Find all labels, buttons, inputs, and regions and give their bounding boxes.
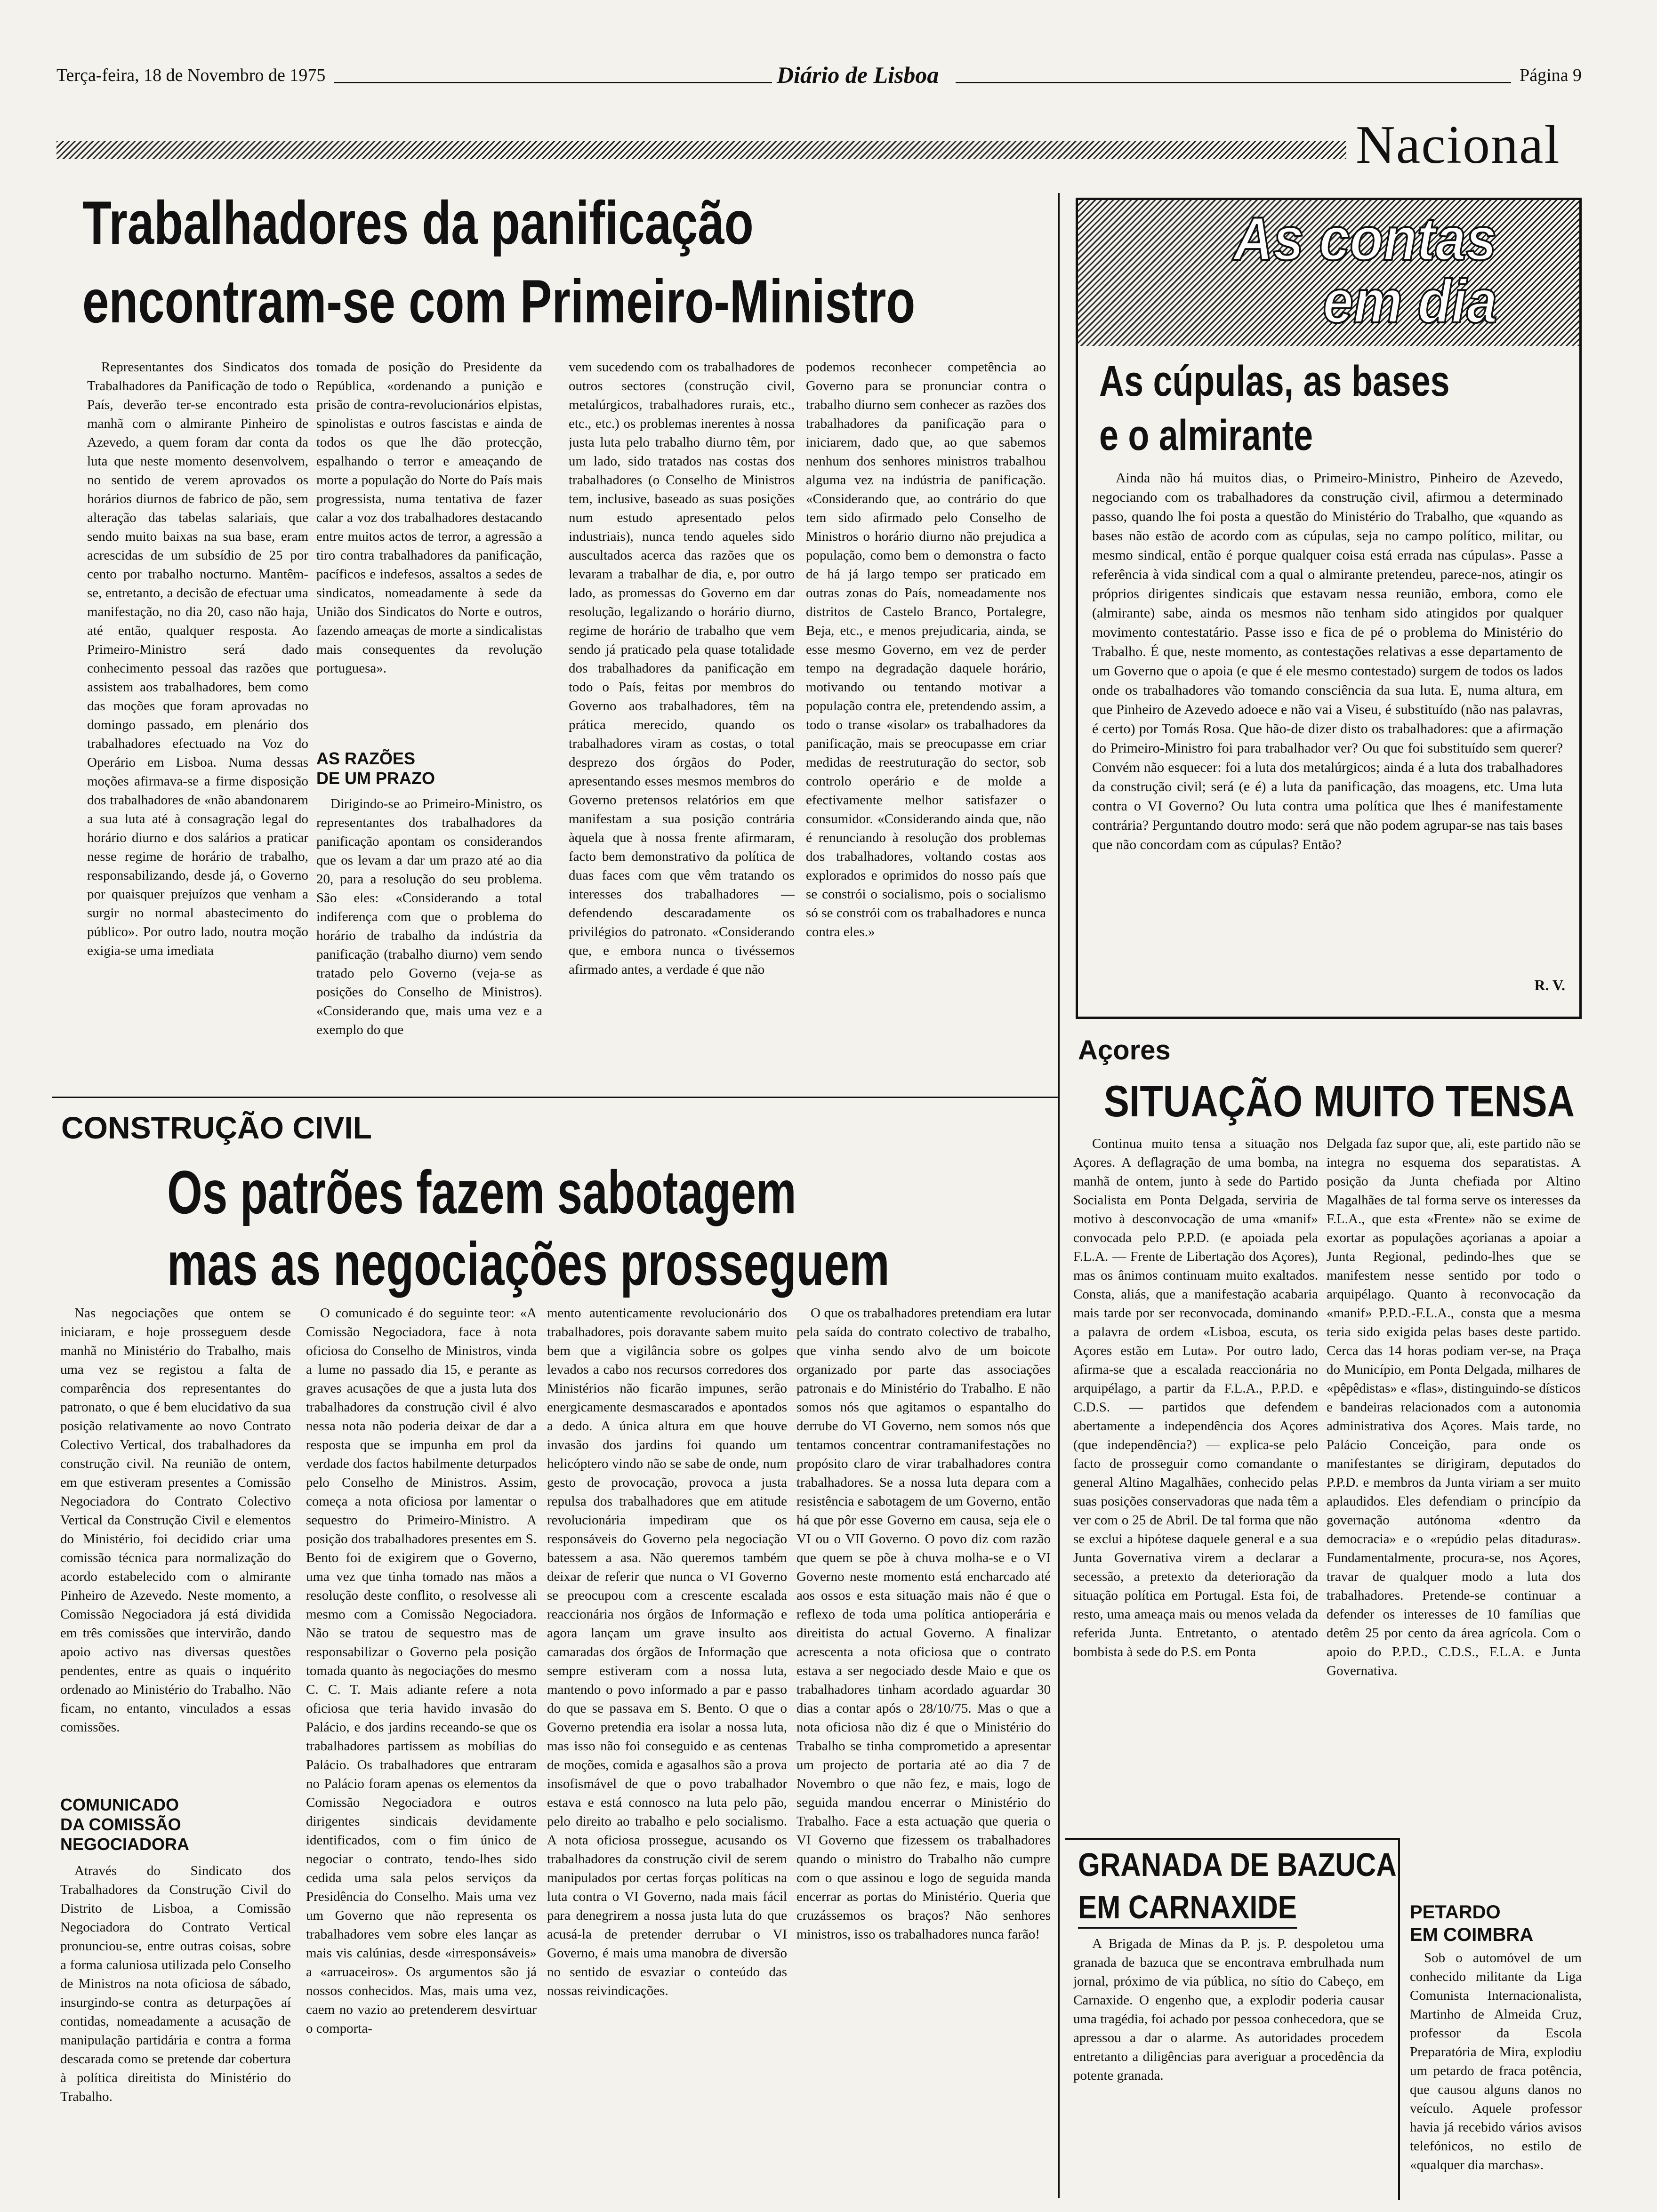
article2-subhead-line3: NEGOCIADORA bbox=[60, 1835, 190, 1854]
editorial-banner-line1: As contas bbox=[1233, 204, 1497, 273]
article2-subhead-line1: COMUNICADO bbox=[60, 1795, 179, 1814]
editorial-box bbox=[1076, 198, 1582, 1019]
page-number: Página 9 bbox=[1520, 65, 1582, 85]
paper-name: Diário de Lisboa bbox=[777, 62, 939, 88]
petardo-headline-line2: EM COIMBRA bbox=[1410, 1924, 1534, 1945]
article1-column-2: tomada de posição do Presidente da República, «ordenando a punição e prisão de contra-revolucionários elpistas, spinolistas e outros fascistas e ainda de todos os que lhe dão protecção, espalhando o terror e ameaçando de morte a população do Norte do País mais progressista, numa tentativa de fazer calar a voz dos trabalhadores destacando entre muitos actos de terror, a agressão a tiro contra trabalhadores da panificação, pacíficos e indefesos, assaltos a sedes de sindicatos, nomeadamente à sede da União dos Sindicatos do Norte e outros, fazendo ameaças de morte a sindicalistas mais consequentes da revolução portuguesa». bbox=[316, 360, 542, 676]
granada-headline-line1: GRANADA DE BAZUCA bbox=[1078, 1846, 1397, 1883]
article1-column-2b: Dirigindo-se ao Primeiro-Ministro, os representantes dos trabalhadores da panificação apontam os considerandos que os levam a dar um prazo até ao dia 20, para a resolução do seu problema. São eles: «Considerando a total indiferença com que o problema do horário de trabalho da indústria da panificação (trabalho diurno) vem sendo tratado pelo Governo (veja-se as posições do Conselho de Ministros). «Considerando que, mais uma vez e a exemplo do que bbox=[316, 796, 542, 1037]
article2-headline-line1: Os patrões fazem sabotagem bbox=[167, 1158, 796, 1226]
editorial-banner-line2: em dia bbox=[1323, 267, 1497, 336]
article2-subhead-line2: DA COMISSÃO bbox=[60, 1815, 181, 1834]
article1-headline-line2: encontram-se com Primeiro-Ministro bbox=[82, 267, 916, 336]
editorial-headline-line2: e o almirante bbox=[1099, 411, 1313, 459]
petardo-headline-line1: PETARDO bbox=[1410, 1902, 1501, 1923]
article2-column-1b: Através do Sindicato dos Trabalhadores da Construção Civil do Distrito de Lisboa, a Comissão Negociadora do Contrato Vertical pronunciou-se, entre outras coisas, sobre a forma caluniosa utilizada pelo Conselho de Ministros na nota oficiosa de sábado, insurgindo-se contra as deturpações aí contidas, nomeadamente a acusação de manipulação partidária e contra a forma descarada como se pretende dar cobertura à política direitista do Ministério do Trabalho. bbox=[60, 1863, 291, 2104]
masthead-rule-right bbox=[956, 82, 1511, 83]
editorial-signature: R. V. bbox=[1534, 977, 1565, 994]
granada-headline-line2: EM CARNAXIDE bbox=[1078, 1887, 1297, 1929]
article1-column-1: Representantes dos Sindicatos dos Trabalhadores da Panificação de todo o País, deverão ter-se encontrado esta manhã com o almirante Pinheiro de Azevedo, a quem foram dar conta da luta que neste momento desenvolvem, no sentido de verem aprovados os horários diurnos de fabrico de pão, sem alteração das tabelas salariais, que sendo muito baixas na sua base, eram acrescidas de um subsídio de 25 por cento por trabalho nocturno. Mantêm-se, entretanto, a decisão de efectuar uma manifestação, no dia 20, caso não haja, até então, qualquer resposta. Ao Primeiro-Ministro será dado conhecimento pessoal das razões que assistem aos trabalhadores, bem como das moções que foram aprovadas no domingo passado, em plenário dos trabalhadores efectuado na Voz do Operário em Lisboa. Numa dessas moções afirmava-se a firme disposição dos trabalhadores de «não abandonarem a sua luta até à consagração legal do horário diurno e dos salários a praticar nesse regime de horário de trabalho, responsabilizando, desde já, o Governo por quaisquer prejuízos que venham a surgir no normal abastecimento do público». Por outro lado, noutra moção exigia-se uma imediata bbox=[87, 360, 308, 958]
acores-headline: SITUAÇÃO MUITO TENSA bbox=[1104, 1076, 1575, 1126]
masthead-rule-left bbox=[334, 82, 772, 83]
masthead bbox=[56, 61, 1582, 94]
section-hatch-bar bbox=[56, 141, 1346, 159]
article1-subhead-line1: AS RAZÕES bbox=[316, 749, 416, 768]
section-title: Nacional bbox=[1356, 115, 1560, 175]
article1-subhead-line2: DE UM PRAZO bbox=[316, 769, 435, 788]
editorial-body: Ainda não há muitos dias, o Primeiro-Ministro, Pinheiro de Azevedo, negociando com os trabalhadores da construção civil, afirmou a determinado passo, quando lhe foi posta a questão do Ministério do Trabalho, que «quando as bases não estão de acordo com as cúpulas, seja no campo político, militar, ou mesmo sindical, então é porque qualquer coisa está errada nas cúpulas». Passe a referência à vida sindical com a qual o almirante pretendeu, parece-nos, atingir os próprios dirigentes sindicais que estavam nessa reunião, embora, como ele (almirante) sabe, ainda os mesmos não tenham sido atingidos por qualquer movimento contestatário. Passe isso e fica de pé o problema do Ministério do Trabalho. É que, neste momento, as contestações relativas a esse departamento de um Governo que o apoia (e que é ele mesmo contestado) surgem de todos os lados onde os trabalhadores vão tomando consciência da sua luta. E, numa altura, em que Pinheiro de Azevedo adoece e não vai a Viseu, é substituído (não nas palavras, é certo) por Tomás Rosa. Que hão-de dizer disto os trabalhadores: que a afirmação do Primeiro-Ministro foi para trabalhador ver? Ou que foi substituído sem querer? Convém não esquecer: foi a luta dos metalúrgicos; ainda é a luta dos trabalhadores da construção civil; será (e é) a luta da panificação, das moagens, etc. Uma luta contra o VI Governo? Ou luta contra uma política que lhes é manifestamente contrária? Perguntando doutro modo: será que não podem agrupar-se nas tais bases que não concordam com as cúpulas? Então? bbox=[1092, 470, 1563, 852]
acores-column-1: Continua muito tensa a situação nos Açores. A deflagração de uma bomba, na manhã de ontem, junto à sede do Partido Socialista em Ponta Delgada, serviria de motivo à desconvocação de uma «manif» convocada pelo P.P.D. (e apoiada pela F.L.A. — Frente de Libertação dos Açores), mas os ânimos continuam muito exaltados. Consta, aliás, que a manifestação acabaria mais tarde por ser reconvocada, dominando a palavra de ordem «Lisboa, escuta, os Açores estão em Luta». Por outro lado, afirma-se que a escalada reaccionária no arquipélago, a partir da F.L.A., P.P.D. e C.D.S. — partidos que defendem abertamente a independência dos Açores (que independência?) — explica-se pelo facto de prosseguir como comandante o general Altino Magalhães, conhecido pelas suas posições conservadoras que nada têm a ver com o 25 de Abril. De tal forma que não se exclui a hipótese daquele general e a sua Junta Governativa virem a declarar a secessão, a pretexto da deterioração da situação política em Portugal. Esta foi, de resto, uma ameaça mais ou menos velada da referida Junta. Entretanto, o atentado bombista à sede do P.S. em Ponta bbox=[1073, 1136, 1318, 1659]
article2-column-4: O que os trabalhadores pretendiam era lutar pela saída do contrato colectivo de trabalho, que vinha sendo alvo de um boicote organizado por parte das associações patronais e do Ministério do Trabalho. E não somos nós que agitamos o espantalho do derrube do VI Governo, nem somos nós que tentamos concentrar contramanifestações no propósito claro de virar trabalhadores contra trabalhadores. Se a nossa luta depara com a resistência e sabotagem de um Governo, então há que pôr esse Governo em causa, seja ele o VI ou o VII Governo. O povo diz com razão que quem se põe à chuva molha-se e o VI Governo neste momento está encharcado até aos ossos e esta situação mais não é que o reflexo de toda uma política antioperária e direitista do actual Governo. A finalizar acrescenta a nota oficiosa que o contrato estava a ser negociado desde Maio e que os trabalhadores tinham acordado aguardar 30 dias a contar após o 28/10/75. Mas o que a nota oficiosa não diz é que o Ministério do Trabalho se tinha comprometido a apresentar um projecto de portaria até ao dia 7 de Novembro o que não fez, e mais, logo de seguida mandou encerrar o Ministério do Trabalho. Face a esta actuação que queria o VI Governo que fizessem os trabalhadores quando o ministro do Trabalho não cumpre com o que assinou e logo de seguida manda encerrar as portas do Ministério. Queria que cruzássemos os braços? Não senhores ministros, isso os trabalhadores nunca farão! bbox=[796, 1306, 1051, 1942]
article2-column-1: Nas negociações que ontem se iniciaram, e hoje prosseguem desde manhã no Ministério do Trabalho, mais uma vez se registou a falta de comparência dos representantes do patronato, o que é bem elucidativo da sua posição relativamente ao novo Contrato Colectivo Vertical, dos trabalhadores da construção civil. Na reunião de ontem, em que estiveram presentes a Comissão Negociadora do Contrato Colectivo Vertical da Construção Civil e elementos do Ministério, foi decidido criar uma comissão técnica para normalização do acordo estabelecido com o almirante Pinheiro de Azevedo. Neste momento, a Comissão Negociadora já está dividida em três comissões que intervirão, dando apoio activo nas diversas questões pendentes, entre as quais o inquérito ordenado ao Ministério do Trabalho. Não ficam, no entanto, vinculados a essas comissões. bbox=[60, 1306, 291, 1735]
granada-body: A Brigada de Minas da P. js. P. despoletou uma granada de bazuca que se encontrava embrulhada num jornal, próximo de via pública, no sítio do Cabeço, em Carnaxide. O engenho que, a explodir poderia causar uma tragédia, foi achado por pessoa conhecedora, que se apressou a dar o alarme. As autoridades procedem entretanto a diligências para averiguar a procedência da potente granada. bbox=[1073, 1936, 1384, 2083]
editorial-headline-line1: As cúpulas, as bases bbox=[1099, 357, 1450, 405]
petardo-body: Sob o automóvel de um conhecido militante da Liga Comunista Internacionalista, Martinho de Almeida Cruz, professor da Escola Preparatória de Mira, explodiu um petardo de fraca potência, que causou alguns danos no veículo. Aquele professor havia já recebido vários avisos telefónicos, no estilo de «qualquer dia marchas». bbox=[1410, 1950, 1582, 2172]
column-divider bbox=[1058, 193, 1060, 2198]
article2-kicker: CONSTRUÇÃO CIVIL bbox=[61, 1110, 372, 1145]
article2-column-3: mento autenticamente revolucionário dos trabalhadores, pois doravante sabem muito bem que a vigilância sobre os golpes levados a cabo nos recursos corredores dos Ministérios não ficarão impunes, serão energicamente desmascarados e apontados a dedo. A única altura em que houve invasão dos jardins foi quando um helicóptero vindo não se sabe de onde, num gesto de provocação, provoca a justa repulsa dos trabalhadores que em atitude revolucionária impediram que os responsáveis do Governo pela negociação batessem a asa. Não queremos também deixar de referir que nunca o VI Governo se preocupou com a crescente escalada reaccionária nos órgãos de Informação e agora lançam um grave insulto aos camaradas dos órgãos de Informação que sempre estiveram com a nossa luta, mantendo o povo informado a par e passo do que se passava em S. Bento. O que o Governo pretendia era isolar a nossa luta, mas isso não foi conseguido e as centenas de moções, comida e agasalhos são a prova insofismável de que o povo trabalhador estava e está connosco na luta pelo pão, pelo direito ao trabalho e pelo socialismo. A nota oficiosa prossegue, acusando os trabalhadores da construção civil de serem manipulados por certas forças políticas na luta contra o VI Governo, nada mais fácil para denegrirem a nossa justa luta do que acusá-la de pretender derrubar o VI Governo, é mais uma manobra de diversão no sentido de esvaziar o conteúdo das nossas reivindicações. bbox=[547, 1306, 787, 1998]
article2-column-2: O comunicado é do seguinte teor: «A Comissão Negociadora, face à nota oficiosa do Conselho de Ministros, vinda a lume no passado dia 15, e perante as graves acusações de que a justa luta dos trabalhadores da construção civil é alvo nessa nota não poderia deixar de dar a resposta que se impunha em prol da verdade dos factos habilmente deturpados pelo Conselho de Ministros. Assim, começa a nota oficiosa por lamentar o sequestro do Primeiro-Ministro. A posição dos trabalhadores presentes em S. Bento foi de exigirem que o Governo, uma vez que tinha tomado nas mãos a resolução deste conflito, o resolvesse ali mesmo com a Comissão Negociadora. Não se tratou de sequestro mas de responsabilizar o Governo pela posição tomada quanto às negociações do mesmo C. C. T. Mais adiante refere a nota oficiosa que teria havido invasão do Palácio, e dos jardins receando-se que os trabalhadores partissem as mobílias do Palácio. Os trabalhadores que entraram no Palácio foram apenas os elementos da Comissão Negociadora e outros dirigentes sindicais devidamente identificados, com o fim único de negociar o contrato, tendo-lhes sido cedida uma sala pelos serviços da Presidência do Conselho. Mais uma vez um Governo que não representa os trabalhadores vem sobre eles lançar as mais vis calúnias, desde «irresponsáveis» a «arruaceiros». Os argumentos são já nossos conhecidos. Mas, mais uma vez, caem no vazio ao pretenderem desvirtuar o comporta- bbox=[306, 1306, 537, 2036]
acores-column-2: Delgada faz supor que, ali, este partido não se integra no esquema dos separatistas. A posição da Junta chefiada por Altino Magalhães de tal forma serve os interesses da F.L.A., que esta «Frente» não se exime de exortar as populações açorianas a apoiar a Junta Regional, pedindo-lhes que se manifestem nesse sentido por todo o arquipélago. Quanto à reconvocação da «manif» P.P.D.-F.L.A., consta que a mesma teria sido exigida pelas bases deste partido. Cerca das 14 horas podiam ver-se, na Praça do Município, em Ponta Delgada, milhares de «pêpêdistas» e «flas», distinguindo-se dísticos e bandeiras relacionados com a autonomia administrativa dos Açores. Mais tarde, no Palácio Conceição, para onde os manifestantes se dirigiram, deputados do P.P.D. e membros da Junta viriam a ser muito aplaudidos. Eles defendiam o princípio da governação autónoma «dentro da democracia» e o «repúdio pelas ditaduras». Fundamentalmente, procura-se, nos Açores, travar de qualquer modo a luta dos trabalhadores. Pretende-se continuar a defender os interesses de 10 famílias que detêm 25 por cento da área agrícola. Com o apoio do P.P.D., C.D.S., F.L.A. e Junta Governativa. bbox=[1327, 1136, 1581, 1678]
article1-column-4: podemos reconhecer competência ao Governo para se pronunciar contra o trabalho diurno sem conhecer as razões dos trabalhadores da panificação para o iniciarem, dado que, ao que sabemos nenhum dos senhores ministros trabalhou alguma vez na indústria de panificação. «Considerando que, ao contrário do que tem sido afirmado pelo Conselho de Ministros o horário diurno não prejudica a população, como bem o demonstra o facto de há já largo tempo ser praticado em outras zonas do País, nomeadamente nos distritos de Castelo Branco, Portalegre, Beja, etc., e menos prejudicaria, ainda, se esse mesmo Governo, em vez de perder tempo na degradação daquele horário, motivando ou tentando motivar a população contra ele, pretendendo assim, a todo o transe «isolar» os trabalhadores da panificação, mais se preocupasse em criar medidas de reestruturação do sector, sob controlo operário e de molde a efectivamente melhor satisfazer o consumidor. «Considerando ainda que, não é renunciando à resolução dos problemas dos trabalhadores, voltando costas aos explorados e oprimidos do nosso país que se constrói o socialismo, pois o socialismo só se constrói com os trabalhadores e nunca contra eles.» bbox=[806, 360, 1046, 939]
article1-column-3: vem sucedendo com os trabalhadores de outros sectores (construção civil, metalúrgicos, trabalhadores rurais, etc., etc., etc.) os problemas inerentes à nossa justa luta pelo trabalho diurno têm, por um lado, sido tratados nas costas dos trabalhadores (o Conselho de Ministros tem, inclusive, baseado as suas posições num estudo apresentado pelos industriais), nunca tendo aqueles sido auscultados acerca das razões que os levaram a trabalhar de dia, e, por outro lado, as promessas do Governo em dar resolução, legalizando o horário diurno, regime de horário de trabalho que vem sendo já praticado pela quase totalidade dos trabalhadores da panificação em todo o País, feitas por membros do Governo aos trabalhadores, têm na prática merecido, quando os trabalhadores viram as costas, o total desprezo dos órgãos do Poder, apresentando esses mesmos membros do Governo pretensos relatórios em que manifestam a sua posição contrária àquela que à nossa frente afirmaram, facto bem demonstrativo da política de duas faces com que vêm tratando os interesses dos trabalhadores — defendendo descaradamente os privilégios do patronato. «Considerando que, e embora nunca o tivéssemos afirmado antes, a verdade é que não bbox=[569, 360, 795, 977]
editorial-banner bbox=[1078, 200, 1579, 346]
article1-bottom-rule bbox=[52, 1097, 1059, 1098]
acores-kicker: Açores bbox=[1078, 1035, 1171, 1066]
article2-headline-line2: mas as negociações prosseguem bbox=[167, 1229, 890, 1298]
article1-headline-line1: Trabalhadores da panificação bbox=[82, 188, 754, 257]
issue-date: Terça-feira, 18 de Novembro de 1975 bbox=[56, 65, 326, 85]
